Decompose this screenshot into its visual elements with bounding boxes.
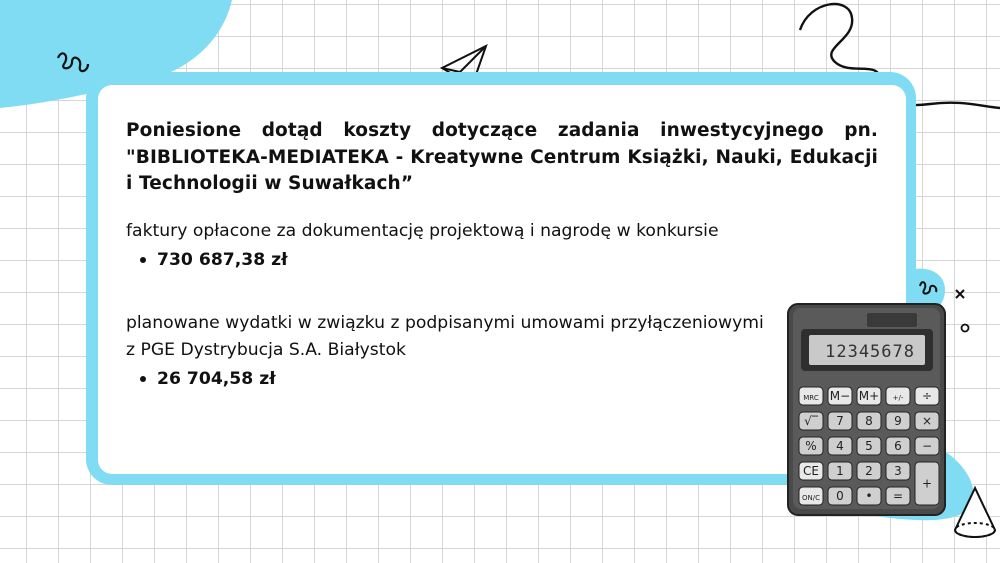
calculator-key — [799, 387, 823, 405]
calculator-key — [915, 462, 939, 505]
calculator-key-label: 6 — [894, 439, 902, 453]
calculator-key — [886, 437, 910, 455]
calculator-key — [857, 387, 881, 405]
bullet-dot — [140, 257, 146, 263]
calculator-key-label: 5 — [865, 439, 873, 453]
calculator-key-label: √‾ — [804, 414, 818, 428]
calculator-key — [799, 437, 823, 455]
section1-text: faktury opłacone za dokumentację projektową i nagrodę w konkursie — [126, 220, 719, 241]
calculator-key — [799, 412, 823, 430]
calculator-key-label: 2 — [865, 464, 873, 478]
calculator-key-label: % — [805, 439, 817, 453]
calculator-key — [915, 387, 939, 405]
calculator-key — [857, 487, 881, 505]
calculator-key — [915, 412, 939, 430]
section1-amount: 730 687,38 zł — [157, 249, 288, 270]
calculator-key-label: 1 — [836, 464, 844, 478]
section2-line2: z PGE Dystrybucja S.A. Białystok — [126, 339, 406, 360]
calculator-key — [857, 412, 881, 430]
calculator-key — [799, 462, 823, 480]
calculator-key-label: 0 — [836, 489, 844, 503]
calculator-keypad — [799, 387, 939, 505]
calculator-key-label: +/- — [892, 394, 904, 402]
calculator-key — [857, 437, 881, 455]
calculator-key — [886, 412, 910, 430]
calculator-key — [828, 412, 852, 430]
calculator-key — [915, 437, 939, 455]
calculator-key — [799, 487, 823, 505]
calculator-key-label: − — [921, 439, 933, 453]
calculator-display-text: 12345678 — [825, 342, 915, 362]
calculator-key-label: 7 — [836, 414, 844, 428]
calculator-key-label: + — [921, 476, 933, 491]
calculator-key-label: • — [865, 489, 873, 503]
content-area — [126, 118, 878, 393]
calculator-key-label: 4 — [836, 439, 844, 453]
calculator-key-label: 3 — [894, 464, 902, 478]
section2-amount: 26 704,58 zł — [157, 368, 276, 389]
calculator-key — [828, 487, 852, 505]
calculator-key-label: M− — [829, 389, 851, 403]
calculator-key-label: M+ — [858, 389, 880, 403]
bullet-dot — [140, 376, 146, 382]
cross-icon — [956, 290, 964, 298]
calculator-key-label: ON/C — [802, 494, 820, 502]
section2-amount-item — [140, 366, 878, 393]
calculator-key — [886, 462, 910, 480]
calculator-illustration — [787, 303, 947, 517]
calculator-key — [828, 437, 852, 455]
calculator-key — [886, 487, 910, 505]
calculator-key-label: 9 — [894, 414, 902, 428]
calculator-key-label: × — [921, 414, 933, 428]
section2-line1: planowane wydatki w związku z podpisanymi umowami przyłączeniowymi — [126, 312, 764, 333]
calculator-key-label: 8 — [865, 414, 873, 428]
calculator-key — [828, 462, 852, 480]
calculator-key — [828, 387, 852, 405]
section1-amount-item — [140, 247, 878, 274]
calculator-key-label: CE — [803, 464, 819, 478]
calculator-key-label: ÷ — [921, 389, 933, 403]
calculator-key-label: = — [892, 489, 904, 503]
page-heading: Poniesione dotąd koszty dotyczące zadania inwestycyjnego pn. "BIBLIOTEKA-MEDIATEKA - Kreatywne Centrum Książki, Nauki, Edukacji i Technologii w Suwałkach” — [126, 120, 878, 194]
calculator-key-label: MRC — [803, 394, 819, 402]
circle-icon — [962, 325, 969, 332]
section2 — [126, 310, 878, 393]
calculator-key — [886, 387, 910, 405]
calculator-key — [857, 462, 881, 480]
